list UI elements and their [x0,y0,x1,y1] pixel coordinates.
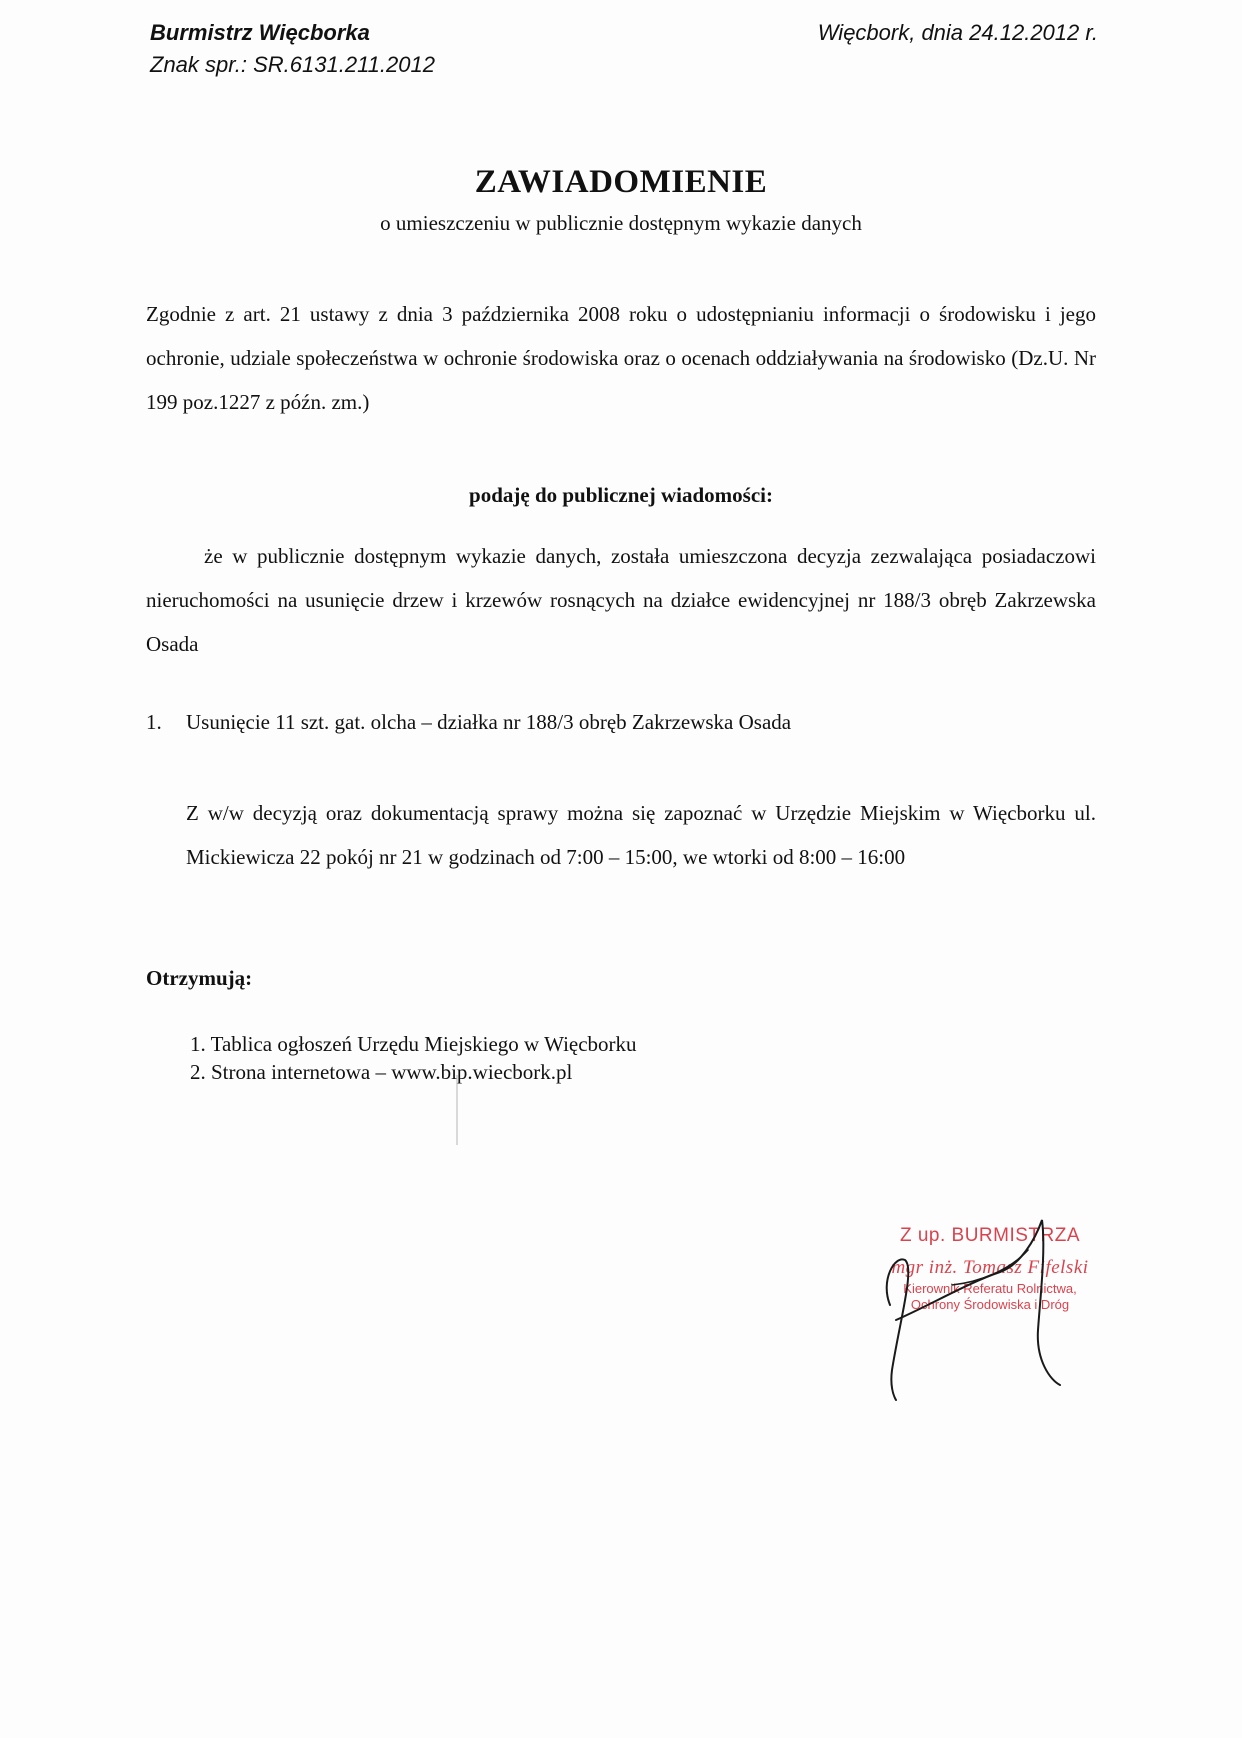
announcement-heading: podaję do publicznej wiadomości: [469,483,773,507]
scan-artifact-line [455,1075,459,1145]
issuing-authority: Burmistrz Więcborka [150,20,370,45]
handwritten-signature [860,1210,1110,1410]
list-item [146,710,791,735]
receivers-list [190,1030,637,1086]
place-and-date: Więcbork, dnia 24.12.2012 r. [817,20,1098,45]
document-title: ZAWIADOMIENIE [474,164,768,200]
receiver-item-notice-board: 1. Tablica ogłoszeń Urzędu Miejskiego w Więcborku [190,1032,637,1056]
case-reference: Znak spr.: SR.6131.211.2012 [150,52,435,77]
legal-basis-paragraph: Zgodnie z art. 21 ustawy z dnia 3 października 2008 roku o udostępnianiu informacji o środowisku i jego ochronie, udziale społeczeństwa w ochronie środowiska oraz o ocenach oddziaływania na środowisko (Dz.U. Nr 199 poz.1227 z późn. zm.) [146,302,1096,414]
stamp-signatory-name: mgr inż. Tomasz Fifelski [891,1257,1089,1278]
document-subtitle: o umieszczeniu w publicznie dostępnym wykazie danych [380,211,862,235]
list-item-number: 1. [146,710,162,734]
stamp-authorization: Z up. BURMISTRZA [899,1225,1081,1246]
stamp-position-line-1: Kierownik Referatu Rolnictwa, [903,1281,1077,1296]
stamp-position-line-2: Ochrony Środowiska i Dróg [910,1297,1070,1312]
decision-paragraph: że w publicznie dostępnym wykazie danych, została umieszczona decyzja zezwalająca posiadaczowi nieruchomości na usunięcie drzew i krzewów rosnących na działce ewidencyjnej nr 188/3 obręb Zakrzewska Osada [146,544,1096,656]
list-item-text: Usunięcie 11 szt. gat. olcha – działka nr 188/3 obręb Zakrzewska Osada [186,710,792,734]
info-paragraph: Z w/w decyzją oraz dokumentacją sprawy można się zapoznać w Urzędzie Miejskim w Więcborku ul. Mickiewicza 22 pokój nr 21 w godzinach od 7:00 – 15:00, we wtorki od 8:00 – 16:00 [186,801,1096,869]
receiver-item-website: 2. Strona internetowa – www.bip.wiecbork.pl [190,1060,573,1084]
receivers-heading: Otrzymują: [146,966,253,990]
